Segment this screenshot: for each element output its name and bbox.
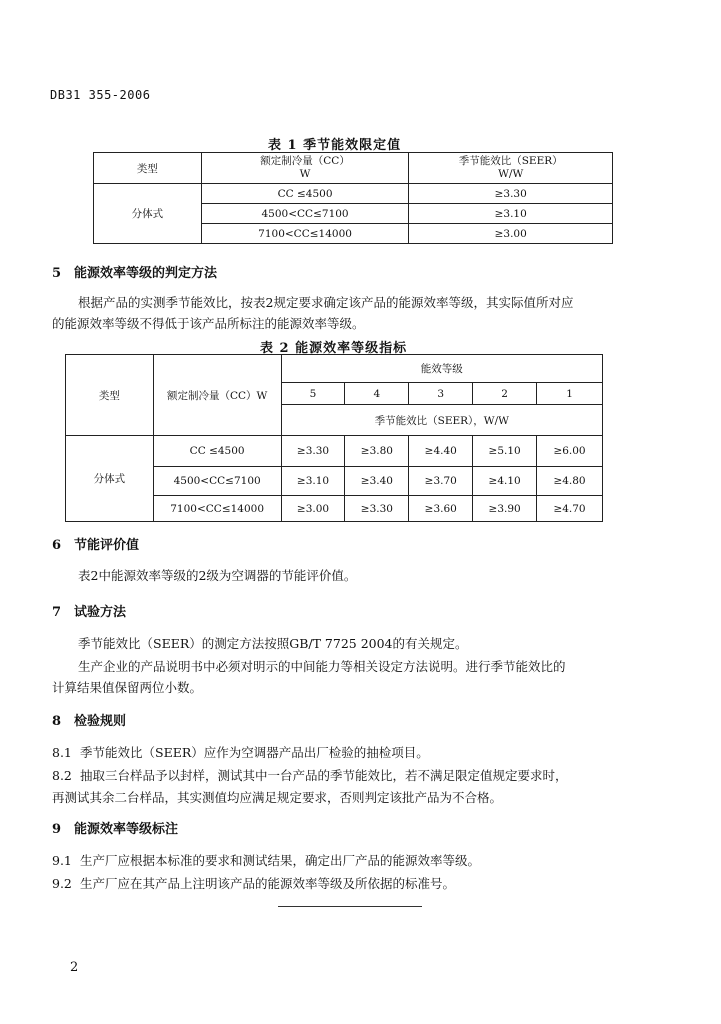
table-cell: 7100<CC≤14000	[201, 224, 409, 244]
section9-heading: 9 能源效率等级标注	[52, 822, 179, 837]
table-cell: ≥3.80	[345, 436, 409, 467]
section6-heading: 6 节能评价值	[52, 538, 140, 553]
section5-heading: 5 能源效率等级的判定方法	[52, 266, 218, 281]
table-cell: ≥3.10	[409, 204, 613, 224]
table2-caption: 表 2 能源效率等级指标	[260, 341, 408, 356]
section5-para-line1: 根据产品的实测季节能效比，按表2规定要求确定该产品的能源效率等级，其实际值所对应	[78, 295, 574, 310]
table-cell: ≥3.60	[409, 496, 473, 522]
table-cell: ≥3.30	[281, 436, 345, 467]
table2-grade-3: 3	[409, 383, 473, 405]
table2-type-cell: 分体式	[66, 436, 154, 522]
table2-grade-5: 5	[281, 383, 345, 405]
table-cell: ≥4.10	[473, 467, 537, 496]
table1	[93, 152, 613, 244]
section7-heading: 7 试验方法	[52, 605, 127, 620]
table-cell: 7100<CC≤14000	[153, 496, 281, 522]
table-cell: 4500<CC≤7100	[201, 204, 409, 224]
section8-item2-line1: 8.2 抽取三台样品予以封样，测试其中一台产品的季节能效比，若不满足限定值规定要求时，	[52, 768, 568, 783]
table-cell: ≥3.30	[345, 496, 409, 522]
table1-header-capacity: 额定制冷量（CC） W	[201, 153, 409, 184]
table1-type-cell: 分体式	[94, 184, 202, 244]
section9-item1: 9.1 生产厂应根据本标准的要求和测试结果，确定出厂产品的能源效率等级。	[52, 853, 481, 868]
table-cell: ≥6.00	[537, 436, 603, 467]
section8-heading: 8 检验规则	[52, 714, 127, 729]
section9-item2: 9.2 生产厂应在其产品上注明该产品的能源效率等级及所依据的标准号。	[52, 876, 456, 891]
section5-para-line2: 的能源效率等级不得低于该产品所标注的能源效率等级。	[52, 316, 365, 331]
table2-grade-2: 2	[473, 383, 537, 405]
table-cell: ≥3.70	[409, 467, 473, 496]
table-cell: ≥3.00	[281, 496, 345, 522]
table2	[65, 354, 603, 522]
table-cell: ≥4.80	[537, 467, 603, 496]
table2-header-seer: 季节能效比（SEER），W/W	[281, 405, 602, 436]
table2-header-type: 类型	[66, 355, 154, 436]
table-cell: ≥3.10	[281, 467, 345, 496]
section6-para: 表2中能源效率等级的2级为空调器的节能评价值。	[78, 568, 357, 583]
section7-para1: 季节能效比（SEER）的测定方法按照GB/T 7725 2004的有关规定。	[78, 636, 468, 651]
table1-header-seer: 季节能效比（SEER） W/W	[409, 153, 613, 184]
section7-para2-line2: 计算结果值保留两位小数。	[52, 680, 203, 695]
doc-code-header: DB31 355-2006	[50, 88, 151, 102]
table-cell: ≥3.40	[345, 467, 409, 496]
table1-caption: 表 1 季节能效限定值	[268, 138, 402, 153]
table-cell: ≥3.30	[409, 184, 613, 204]
table-cell: ≥3.90	[473, 496, 537, 522]
table-cell: ≥5.10	[473, 436, 537, 467]
page-number: 2	[70, 960, 79, 975]
table2-header-capacity: 额定制冷量（CC）W	[153, 355, 281, 436]
table2-grade-1: 1	[537, 383, 603, 405]
section8-item1: 8.1 季节能效比（SEER）应作为空调器产品出厂检验的抽检项目。	[52, 745, 429, 760]
table-cell: 4500<CC≤7100	[153, 467, 281, 496]
section8-item2-line2: 再测试其余二台样品，其实测值均应满足规定要求，否则判定该批产品为不合格。	[52, 790, 503, 805]
table-cell: ≥3.00	[409, 224, 613, 244]
table-cell: ≥4.70	[537, 496, 603, 522]
table-cell: CC ≤4500	[201, 184, 409, 204]
footer-divider	[278, 906, 422, 907]
section7-para2-line1: 生产企业的产品说明书中必须对明示的中间能力等相关设定方法说明。进行季节能效比的	[78, 659, 566, 674]
table1-header-type: 类型	[94, 153, 202, 184]
table2-header-grade: 能效等级	[281, 355, 602, 383]
table2-grade-4: 4	[345, 383, 409, 405]
table-cell: CC ≤4500	[153, 436, 281, 467]
table-cell: ≥4.40	[409, 436, 473, 467]
